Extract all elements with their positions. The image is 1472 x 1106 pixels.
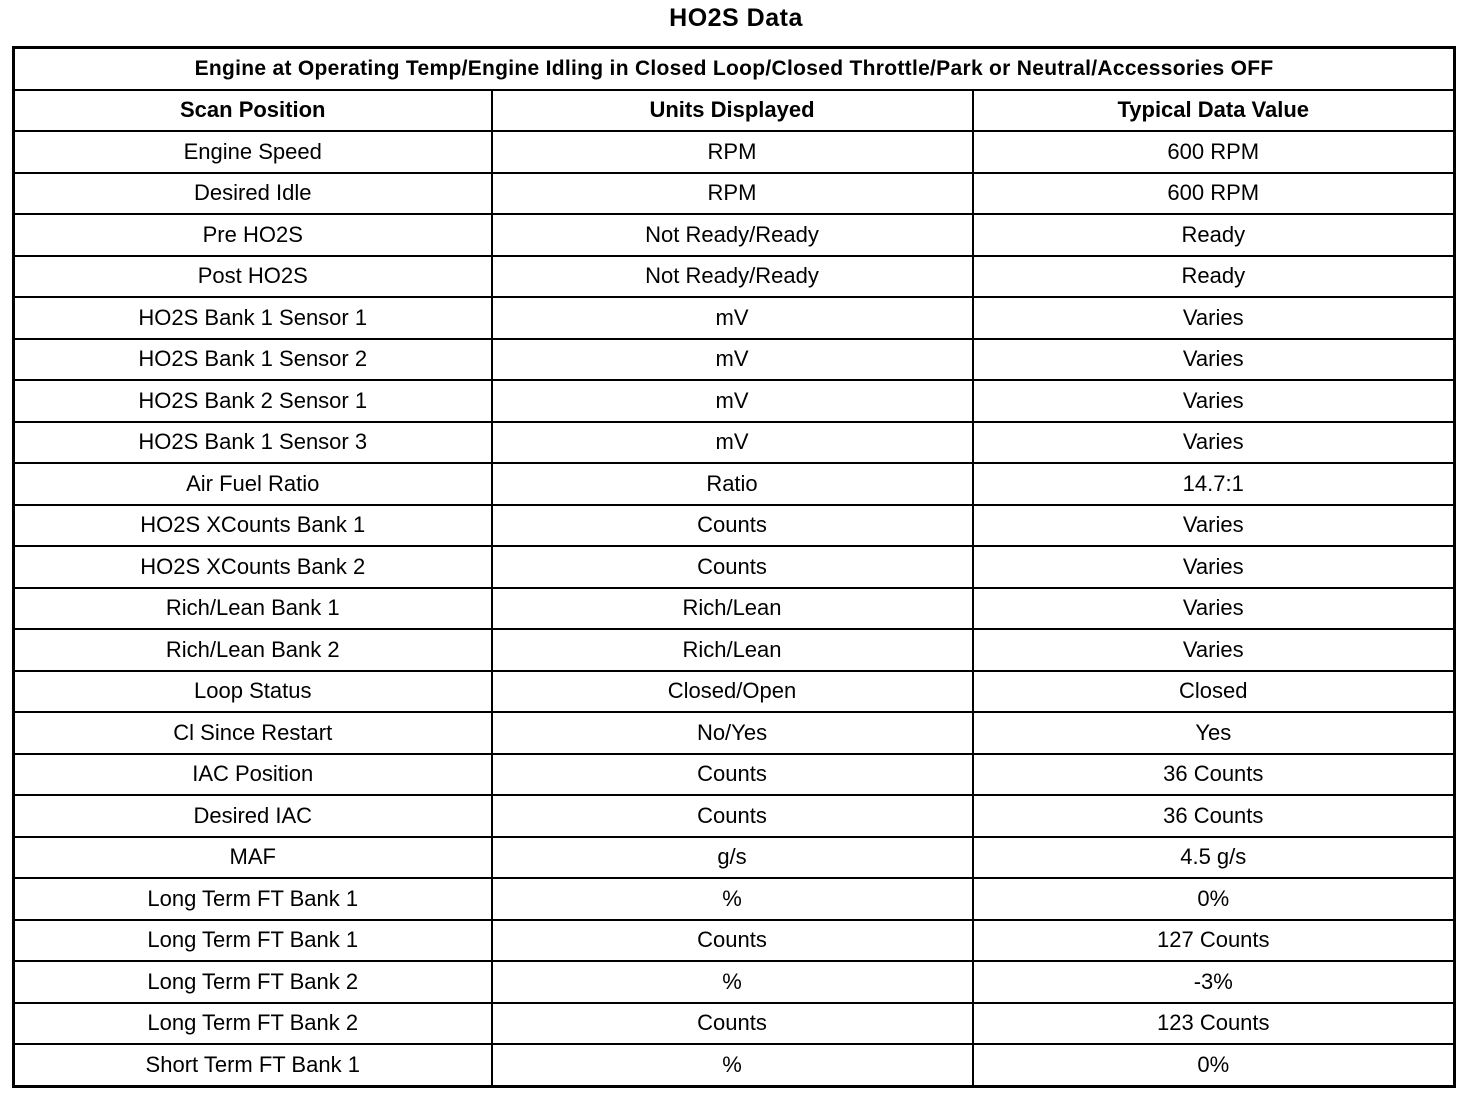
typical-data-value-cell: 127 Counts: [973, 920, 1455, 962]
units-displayed-cell: Counts: [492, 1003, 973, 1045]
units-displayed-cell: Rich/Lean: [492, 629, 973, 671]
units-displayed-cell: %: [492, 961, 973, 1003]
table-row: [14, 214, 1455, 256]
scan-position-cell: Long Term FT Bank 1: [14, 878, 492, 920]
scan-position-cell: Rich/Lean Bank 1: [14, 588, 492, 630]
scan-position-cell: Short Term FT Bank 1: [14, 1044, 492, 1086]
typical-data-value-cell: Varies: [973, 505, 1455, 547]
scan-position-cell: Long Term FT Bank 2: [14, 1003, 492, 1045]
typical-data-value-cell: Ready: [973, 256, 1455, 298]
units-displayed-cell: RPM: [492, 173, 973, 215]
units-displayed-cell: %: [492, 878, 973, 920]
units-displayed-cell: Counts: [492, 754, 973, 796]
column-header-row: [14, 90, 1455, 132]
typical-data-value-cell: Varies: [973, 422, 1455, 464]
scan-position-cell: Post HO2S: [14, 256, 492, 298]
scan-position-cell: Long Term FT Bank 1: [14, 920, 492, 962]
typical-data-value-cell: Yes: [973, 712, 1455, 754]
typical-data-value-cell: 600 RPM: [973, 173, 1455, 215]
units-displayed-cell: Counts: [492, 546, 973, 588]
table-row: [14, 463, 1455, 505]
page-title: HO2S Data: [669, 4, 803, 32]
table-row: [14, 837, 1455, 879]
table-row: [14, 546, 1455, 588]
scan-position-cell: MAF: [14, 837, 492, 879]
units-displayed-cell: Counts: [492, 795, 973, 837]
scan-position-cell: Engine Speed: [14, 131, 492, 173]
typical-data-value-cell: 0%: [973, 1044, 1455, 1086]
units-displayed-cell: %: [492, 1044, 973, 1086]
units-displayed-cell: Rich/Lean: [492, 588, 973, 630]
scan-position-cell: HO2S Bank 1 Sensor 2: [14, 339, 492, 381]
table-row: [14, 671, 1455, 713]
units-displayed-cell: RPM: [492, 131, 973, 173]
scan-position-cell: Loop Status: [14, 671, 492, 713]
units-displayed-cell: Not Ready/Ready: [492, 256, 973, 298]
table-body: [14, 131, 1455, 1086]
table-row: [14, 380, 1455, 422]
table-row: [14, 256, 1455, 298]
typical-data-value-cell: 123 Counts: [973, 1003, 1455, 1045]
table-row: [14, 754, 1455, 796]
scan-position-cell: Desired Idle: [14, 173, 492, 215]
units-displayed-cell: g/s: [492, 837, 973, 879]
typical-data-value-cell: 4.5 g/s: [973, 837, 1455, 879]
scan-position-cell: HO2S XCounts Bank 1: [14, 505, 492, 547]
scan-position-cell: HO2S Bank 1 Sensor 1: [14, 297, 492, 339]
table-row: [14, 961, 1455, 1003]
units-displayed-cell: mV: [492, 380, 973, 422]
typical-data-value-cell: 36 Counts: [973, 754, 1455, 796]
scan-position-cell: HO2S XCounts Bank 2: [14, 546, 492, 588]
units-displayed-cell: Closed/Open: [492, 671, 973, 713]
table-row: [14, 712, 1455, 754]
typical-data-value-cell: Varies: [973, 629, 1455, 671]
typical-data-value-cell: Varies: [973, 339, 1455, 381]
typical-data-value-cell: Varies: [973, 588, 1455, 630]
scan-position-cell: Long Term FT Bank 2: [14, 961, 492, 1003]
units-displayed-cell: mV: [492, 422, 973, 464]
conditions-row: [14, 48, 1455, 90]
table-row: [14, 629, 1455, 671]
typical-data-value-cell: 600 RPM: [973, 131, 1455, 173]
table-row: [14, 795, 1455, 837]
table-row: [14, 297, 1455, 339]
table-row: [14, 878, 1455, 920]
scan-position-cell: IAC Position: [14, 754, 492, 796]
table-row: [14, 1044, 1455, 1086]
typical-data-value-cell: Varies: [973, 546, 1455, 588]
typical-data-value-cell: 0%: [973, 878, 1455, 920]
scan-position-cell: Pre HO2S: [14, 214, 492, 256]
units-displayed-cell: mV: [492, 339, 973, 381]
table-row: [14, 920, 1455, 962]
units-displayed-cell: Counts: [492, 505, 973, 547]
scan-position-cell: Air Fuel Ratio: [14, 463, 492, 505]
column-header-scan-position: Scan Position: [14, 90, 492, 132]
column-header-typical-data-value: Typical Data Value: [973, 90, 1455, 132]
units-displayed-cell: Counts: [492, 920, 973, 962]
typical-data-value-cell: Ready: [973, 214, 1455, 256]
typical-data-value-cell: 14.7:1: [973, 463, 1455, 505]
scan-position-cell: Cl Since Restart: [14, 712, 492, 754]
typical-data-value-cell: Closed: [973, 671, 1455, 713]
table-row: [14, 173, 1455, 215]
units-displayed-cell: mV: [492, 297, 973, 339]
units-displayed-cell: Ratio: [492, 463, 973, 505]
typical-data-value-cell: 36 Counts: [973, 795, 1455, 837]
scan-position-cell: HO2S Bank 2 Sensor 1: [14, 380, 492, 422]
scan-position-cell: Desired IAC: [14, 795, 492, 837]
ho2s-data-table: [12, 46, 1456, 1088]
scan-position-cell: Rich/Lean Bank 2: [14, 629, 492, 671]
scan-position-cell: HO2S Bank 1 Sensor 3: [14, 422, 492, 464]
units-displayed-cell: No/Yes: [492, 712, 973, 754]
typical-data-value-cell: Varies: [973, 380, 1455, 422]
table-row: [14, 505, 1455, 547]
table-row: [14, 422, 1455, 464]
column-header-units-displayed: Units Displayed: [492, 90, 973, 132]
table-row: [14, 339, 1455, 381]
table-row: [14, 588, 1455, 630]
conditions-header: Engine at Operating Temp/Engine Idling in Closed Loop/Closed Throttle/Park or Neutral/Accessories OFF: [14, 48, 1455, 90]
table-row: [14, 1003, 1455, 1045]
typical-data-value-cell: -3%: [973, 961, 1455, 1003]
typical-data-value-cell: Varies: [973, 297, 1455, 339]
units-displayed-cell: Not Ready/Ready: [492, 214, 973, 256]
table-row: [14, 131, 1455, 173]
